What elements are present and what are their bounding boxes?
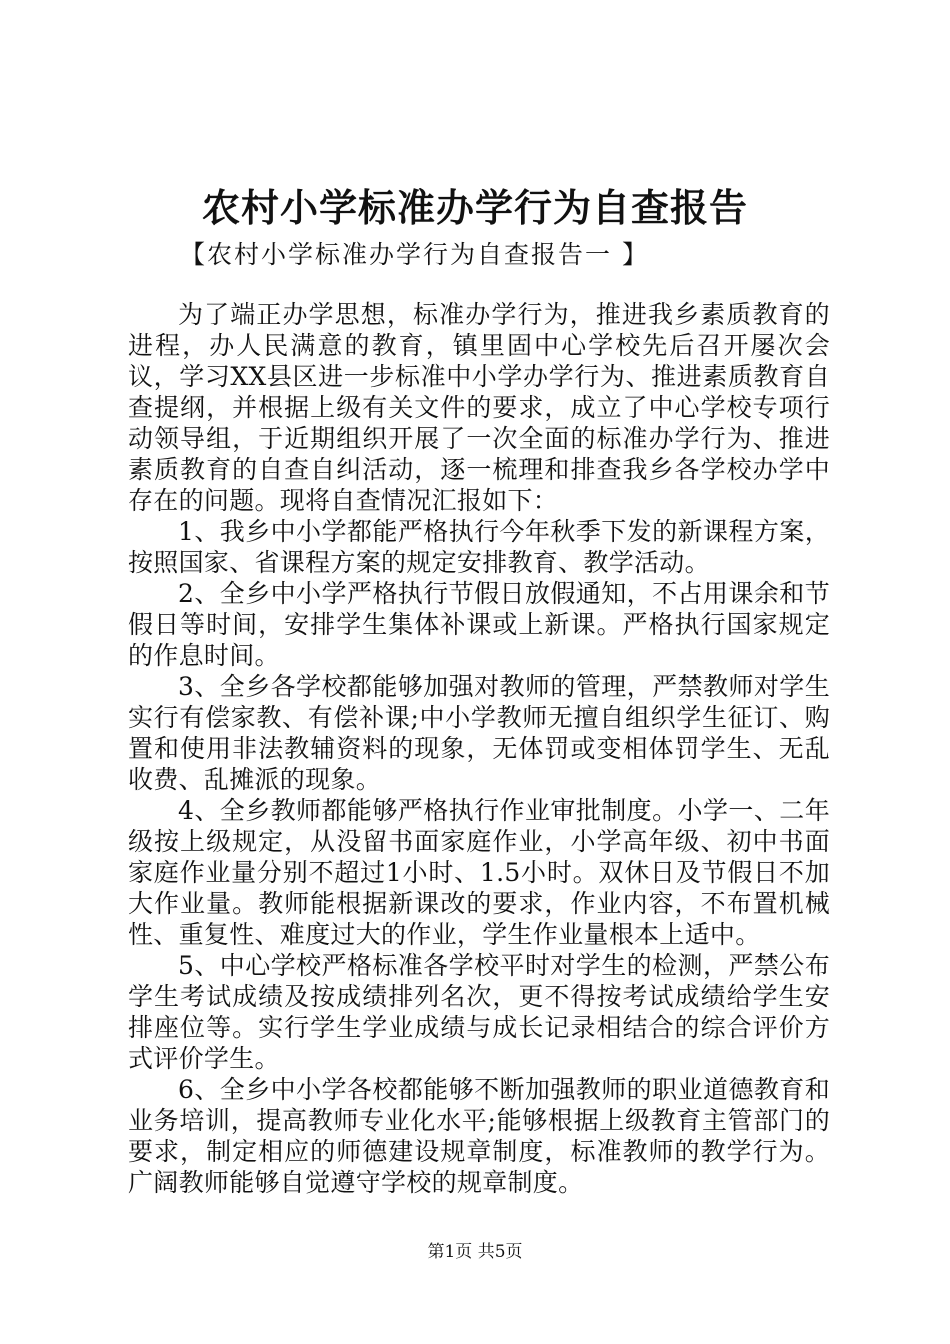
paragraph-item-1: 1、我乡中小学都能严格执行今年秋季下发的新课程方案，按照国家、省课程方案的规定安排教育、教学活动。 <box>128 517 830 577</box>
paragraph-item-3: 3、全乡各学校都能够加强对教师的管理，严禁教师对学生实行有偿家教、有偿补课;中小学教师无擅自组织学生征订、购置和使用非法教辅资料的现象，无体罚或变相体罚学生、无乱收费、乱摊派的现象。 <box>128 672 830 794</box>
paragraph-item-2: 2、全乡中小学严格执行节假日放假通知，不占用课余和节假日等时间，安排学生集体补课或上新课。严格执行国家规定的作息时间。 <box>128 579 830 670</box>
document-title: 农村小学标准办学行为自查报告 <box>201 185 748 230</box>
document-subtitle: 【农村小学标准办学行为自查报告一 】 <box>180 240 649 269</box>
page-number-footer: 第1页 共5页 <box>427 1242 523 1262</box>
paragraph-intro: 为了端正办学思想，标准办学行为，推进我乡素质教育的进程，办人民满意的教育，镇里固中心学校先后召开屡次会议，学习XX县区进一步标准中小学办学行为、推进素质教育自查提纲，并根据上级有关文件的要求，成立了中心学校专项行动领导组，于近期组织开展了一次全面的标准办学行为、推进素质教育的自查自纠活动，逐一梳理和排查我乡各学校办学中存在的问题。现将自查情况汇报如下： <box>128 300 830 515</box>
paragraph-item-6: 6、全乡中小学各校都能够不断加强教师的职业道德教育和业务培训，提高教师专业化水平;能够根据上级教育主管部门的要求，制定相应的师德建设规章制度，标准教师的教学行为。广阔教师能够自觉遵守学校的规章制度。 <box>128 1075 830 1197</box>
document-body <box>128 299 830 1198</box>
paragraph-item-4: 4、全乡教师都能够严格执行作业审批制度。小学一、二年级按上级规定，从没留书面家庭作业，小学高年级、初中书面家庭作业量分别不超过1小时、1.5小时。双休日及节假日不加大作业量。教师能根据新课改的要求，作业内容，不布置机械性、重复性、难度过大的作业，学生作业量根本上适中。 <box>128 796 830 949</box>
paragraph-item-5: 5、中心学校严格标准各学校平时对学生的检测，严禁公布学生考试成绩及按成绩排列名次，更不得按考试成绩给学生安排座位等。实行学生学业成绩与成长记录相结合的综合评价方式评价学生。 <box>128 951 830 1073</box>
